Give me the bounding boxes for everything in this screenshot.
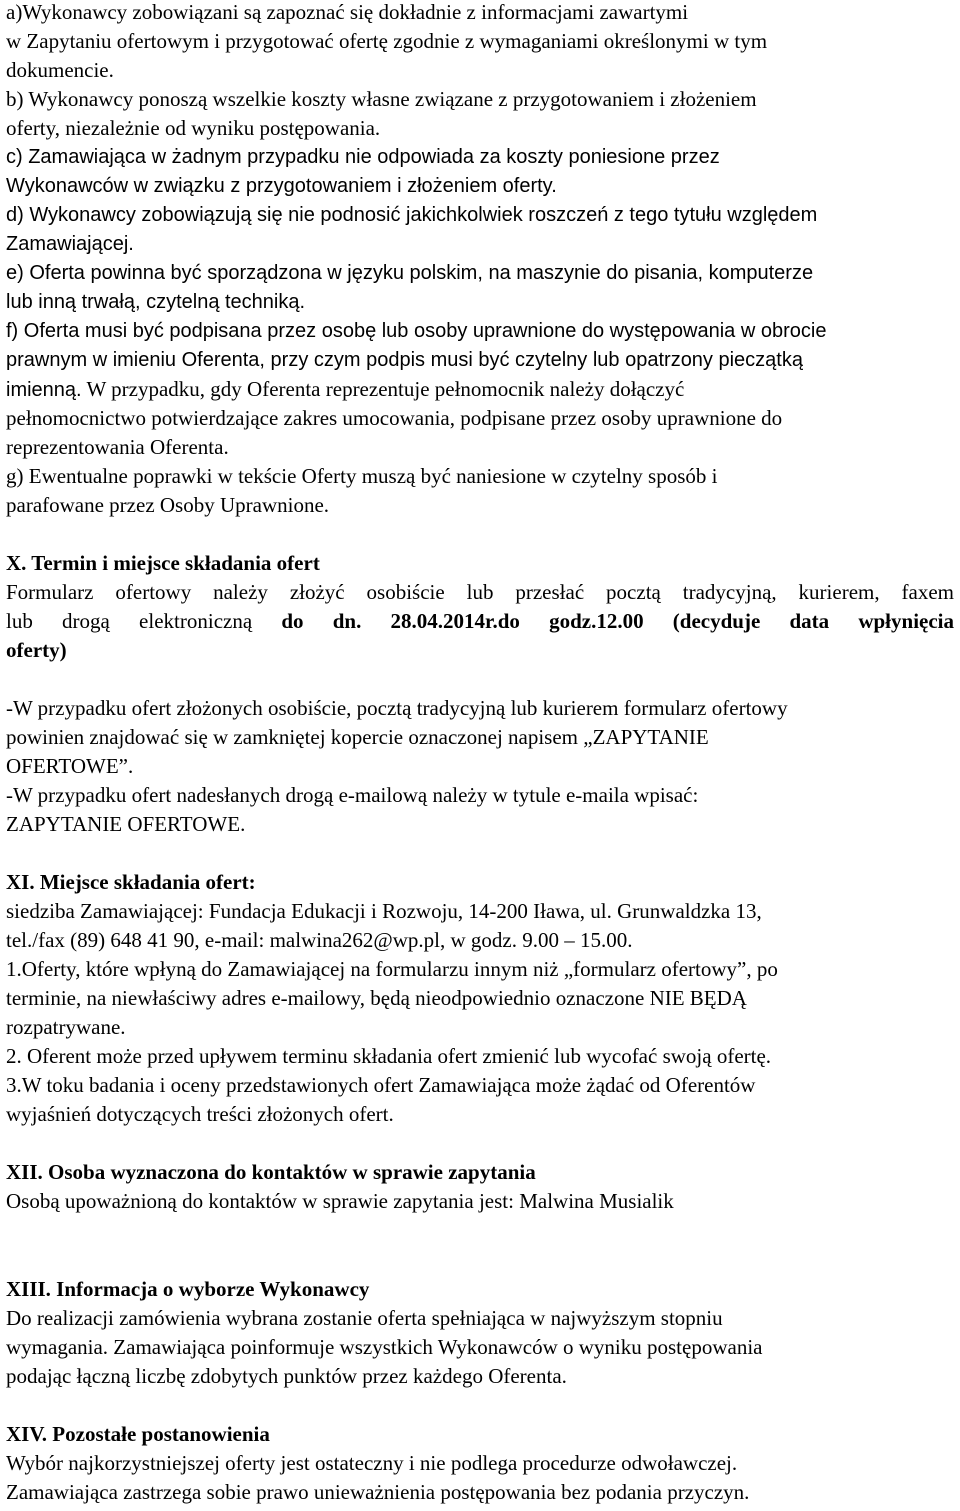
condition-f-line: [6, 375, 684, 405]
section-x-line: Formularz ofertowy należy złożyć osobiście lub przesłać pocztą tradycyjną, kurierem, faxem: [6, 580, 954, 604]
section-x-text: lub drogą elektroniczną: [6, 609, 282, 633]
section-xiv-line: Zamawiająca zastrzega sobie prawo unieważnienia postępowania bez podania przyczyn.: [6, 1480, 750, 1504]
section-xi-line: tel./fax (89) 648 41 90, e-mail: malwina262@wp.pl, w godz. 9.00 – 15.00.: [6, 928, 633, 952]
section-xi-line: wyjaśnień dotyczących treści złożonych ofert.: [6, 1102, 394, 1126]
section-xi-line: rozpatrywane.: [6, 1015, 126, 1039]
condition-a-line: dokumencie.: [6, 58, 114, 82]
section-x-line: -W przypadku ofert złożonych osobiście, pocztą tradycyjną lub kurierem formularz ofertowy: [6, 696, 788, 720]
section-xii-heading: XII. Osoba wyznaczona do kontaktów w sprawie zapytania: [6, 1160, 536, 1184]
section-x-heading: X. Termin i miejsce składania ofert: [6, 551, 320, 575]
section-x-line: -W przypadku ofert nadesłanych drogą e-mailową należy w tytule e-maila wpisać:: [6, 783, 699, 807]
condition-e-line: lub inną trwałą, czytelną techniką.: [6, 291, 306, 313]
deadline-text: do dn. 28.04.2014r.do godz.12.00 (decyduje data wpłynięcia: [281, 609, 955, 633]
condition-b-line: oferty, niezależnie od wyniku postępowania.: [6, 116, 381, 140]
condition-f-line: f) Oferta musi być podpisana przez osobę lub osoby uprawnione do występowania w obrocie: [6, 320, 827, 342]
condition-f-line: prawnym w imieniu Oferenta, przy czym podpis musi być czytelny lub opatrzony pieczątką: [6, 349, 803, 371]
section-xiii-line: podając łączną liczbę zdobytych punktów przez każdego Oferenta.: [6, 1364, 567, 1388]
section-xi-line: 3.W toku badania i oceny przedstawionych ofert Zamawiająca może żądać od Oferentów: [6, 1073, 756, 1097]
condition-a-line: w Zapytaniu ofertowym i przygotować ofertę zgodnie z wymaganiami określonymi w tym: [6, 29, 768, 53]
section-xiii-heading: XIII. Informacja o wyborze Wykonawcy: [6, 1277, 370, 1301]
condition-g-line: parafowane przez Osoby Uprawnione.: [6, 493, 330, 517]
section-xi-line: siedziba Zamawiającej: Fundacja Edukacji i Rozwoju, 14-200 Iława, ul. Grunwaldzka 13,: [6, 899, 762, 923]
section-xiv-line: Wybór najkorzystniejszej oferty jest ostateczny i nie podlega procedurze odwoławczej.: [6, 1451, 738, 1475]
section-xiii-line: wymagania. Zamawiająca poinformuje wszystkich Wykonawców o wyniku postępowania: [6, 1335, 763, 1359]
section-x-line: powinien znajdować się w zamkniętej kopercie oznaczonej napisem „ZAPYTANIE: [6, 725, 709, 749]
section-x-deadline-end: oferty): [6, 638, 67, 662]
condition-a-line: a)Wykonawcy zobowiązani są zapoznać się dokładnie z informacjami zawartymi: [6, 0, 689, 24]
condition-c-line: Wykonawców w związku z przygotowaniem i złożeniem oferty.: [6, 175, 557, 197]
section-xi-line: 2. Oferent może przed upływem terminu składania ofert zmienić lub wycofać swoją ofertę.: [6, 1044, 772, 1068]
section-x-deadline-line: [6, 607, 954, 636]
condition-d-line: d) Wykonawcy zobowiązują się nie podnosić jakichkolwiek roszczeń z tego tytułu względem: [6, 204, 818, 226]
section-xii-line: Osobą upoważnioną do kontaktów w sprawie zapytania jest: Malwina Musialik: [6, 1189, 674, 1213]
condition-c-line: c) Zamawiająca w żadnym przypadku nie odpowiada za koszty poniesione przez: [6, 146, 720, 168]
section-xi-heading: XI. Miejsce składania ofert:: [6, 870, 256, 894]
condition-f-line: pełnomocnictwo potwierdzające zakres umocowania, podpisane przez osoby uprawnione do: [6, 406, 783, 430]
condition-f-text: W przypadku, gdy Oferenta reprezentuje pełnomocnik należy dołączyć: [81, 377, 685, 401]
condition-d-line: Zamawiającej.: [6, 233, 134, 255]
section-xi-line: terminie, na niewłaściwy adres e-mailowy, będą nieodpowiednio oznaczone NIE BĘDĄ: [6, 986, 747, 1010]
section-x-line: OFERTOWE”.: [6, 754, 134, 778]
condition-e-line: e) Oferta powinna być sporządzona w języku polskim, na maszynie do pisania, komputerze: [6, 262, 814, 284]
condition-g-line: g) Ewentualne poprawki w tekście Oferty muszą być naniesione w czytelny sposób i: [6, 464, 718, 488]
section-xi-line: 1.Oferty, które wpłyną do Zamawiającej na formularzu innym niż „formularz ofertowy”, po: [6, 957, 778, 981]
condition-f-text: imienną.: [6, 379, 82, 401]
section-xiii-line: Do realizacji zamówienia wybrana zostanie oferta spełniająca w najwyższym stopniu: [6, 1306, 723, 1330]
section-xiv-heading: XIV. Pozostałe postanowienia: [6, 1422, 270, 1446]
condition-f-line: reprezentowania Oferenta.: [6, 435, 229, 459]
section-x-line: ZAPYTANIE OFERTOWE.: [6, 812, 246, 836]
condition-b-line: b) Wykonawcy ponoszą wszelkie koszty własne związane z przygotowaniem i złożeniem: [6, 87, 757, 111]
